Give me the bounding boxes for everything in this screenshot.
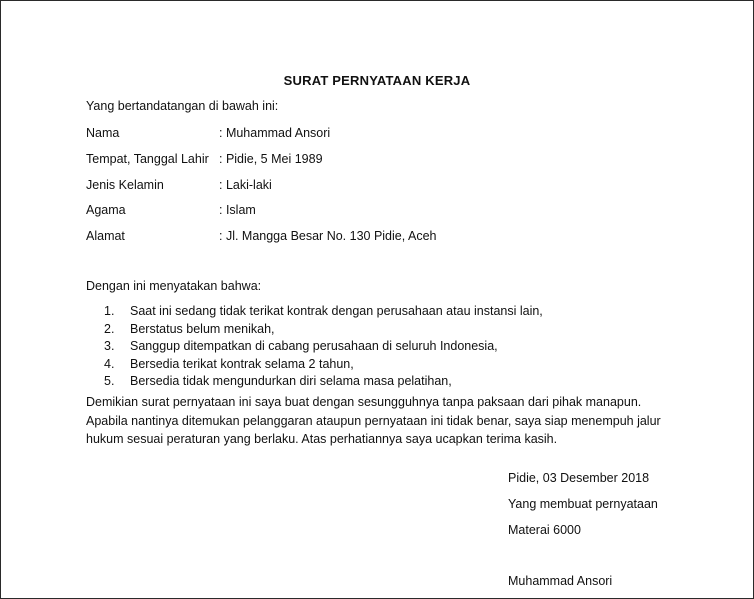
- document-title: SURAT PERNYATAAN KERJA: [283, 73, 471, 88]
- statement-text: Sanggup ditempatkan di cabang perusahaan di seluruh Indonesia,: [130, 339, 498, 353]
- intro-text: Yang bertandatangan di bawah ini:: [86, 99, 279, 113]
- field-label-nama: Nama: [86, 126, 120, 140]
- field-label-agama: Agama: [86, 203, 126, 217]
- statement-item: [104, 321, 543, 339]
- field-label-alamat: Alamat: [86, 229, 125, 243]
- signature-name: Muhammad Ansori: [508, 574, 613, 588]
- signature-place-date: Pidie, 03 Desember 2018: [508, 471, 650, 485]
- field-value-alamat: : Jl. Mangga Besar No. 130 Pidie, Aceh: [219, 229, 437, 243]
- statement-number: 4.: [104, 356, 115, 371]
- signature-role: Yang membuat pernyataan: [508, 497, 658, 511]
- field-value-agama: : Islam: [219, 203, 256, 217]
- signature-stamp: Materai 6000: [508, 523, 581, 537]
- field-value-jenis-kelamin: : Laki-laki: [219, 178, 272, 192]
- statement-item: [104, 338, 543, 356]
- closing-line: Apabila nantinya ditemukan pelanggaran ataupun pernyataan ini tidak benar, saya siap menempuh jalur: [86, 413, 661, 428]
- statement-number: 2.: [104, 321, 115, 336]
- statement-text: Bersedia tidak mengundurkan diri selama masa pelatihan,: [130, 374, 452, 388]
- statement-item: [104, 303, 543, 321]
- statement-number: 1.: [104, 304, 115, 318]
- field-label-jenis-kelamin: Jenis Kelamin: [86, 178, 164, 192]
- statement-number: 3.: [104, 339, 115, 353]
- statement-text: Bersedia terikat kontrak selama 2 tahun,: [130, 356, 354, 371]
- statement-list: [104, 303, 543, 391]
- statement-text: Saat ini sedang tidak terikat kontrak dengan perusahaan atau instansi lain,: [130, 304, 543, 318]
- statement-intro: Dengan ini menyatakan bahwa:: [86, 279, 262, 293]
- statement-item: [104, 356, 543, 374]
- field-value-nama: : Muhammad Ansori: [219, 126, 331, 140]
- field-value-ttl: : Pidie, 5 Mei 1989: [219, 152, 323, 166]
- statement-item: [104, 373, 543, 391]
- statement-number: 5.: [104, 374, 115, 388]
- closing-line: Demikian surat pernyataan ini saya buat dengan sesungguhnya tanpa paksaan dari pihak manapun.: [86, 395, 642, 409]
- statement-text: Berstatus belum menikah,: [130, 321, 275, 336]
- closing-paragraph: [86, 393, 686, 449]
- closing-line: hukum sesuai peraturan yang berlaku. Atas perhatiannya saya ucapkan terima kasih.: [86, 432, 558, 446]
- field-label-ttl: Tempat, Tanggal Lahir: [86, 152, 209, 166]
